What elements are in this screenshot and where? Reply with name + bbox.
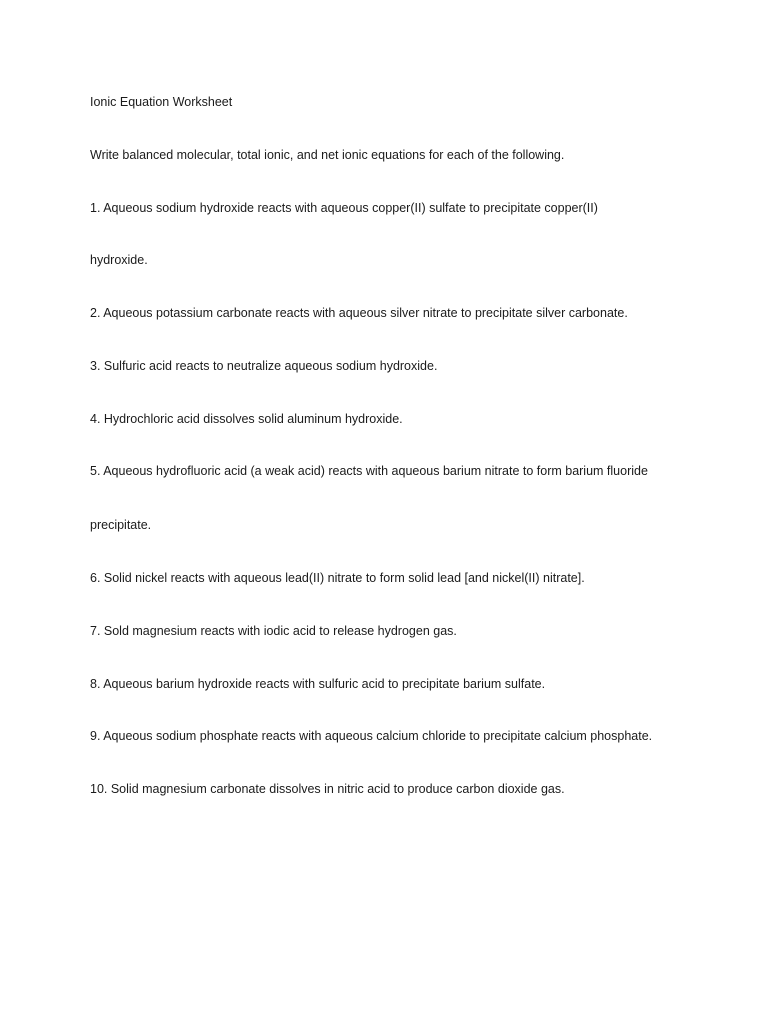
- question-1-line-1: 1. Aqueous sodium hydroxide reacts with aqueous copper(II) sulfate to precipitate copper(II): [90, 201, 598, 215]
- question-2: 2. Aqueous potassium carbonate reacts with aqueous silver nitrate to precipitate silver carbonate.: [90, 306, 628, 320]
- question-7: 7. Sold magnesium reacts with iodic acid to release hydrogen gas.: [90, 624, 457, 638]
- question-9: 9. Aqueous sodium phosphate reacts with aqueous calcium chloride to precipitate calcium phosphate.: [90, 729, 653, 743]
- document-title: Ionic Equation Worksheet: [90, 95, 233, 109]
- instructions-text: Write balanced molecular, total ionic, and net ionic equations for each of the following.: [90, 148, 565, 162]
- question-4: 4. Hydrochloric acid dissolves solid aluminum hydroxide.: [90, 412, 403, 426]
- question-8: 8. Aqueous barium hydroxide reacts with sulfuric acid to precipitate barium sulfate.: [90, 677, 546, 691]
- question-5-line-1: 5. Aqueous hydrofluoric acid (a weak acid) reacts with aqueous barium nitrate to form barium fluoride: [90, 464, 648, 478]
- question-6: 6. Solid nickel reacts with aqueous lead(II) nitrate to form solid lead [and nickel(II) nitrate].: [90, 571, 585, 585]
- question-10: 10. Solid magnesium carbonate dissolves in nitric acid to produce carbon dioxide gas.: [90, 782, 565, 796]
- question-5-line-2: precipitate.: [90, 518, 152, 532]
- question-1-line-2: hydroxide.: [90, 253, 148, 267]
- question-3: 3. Sulfuric acid reacts to neutralize aqueous sodium hydroxide.: [90, 359, 438, 373]
